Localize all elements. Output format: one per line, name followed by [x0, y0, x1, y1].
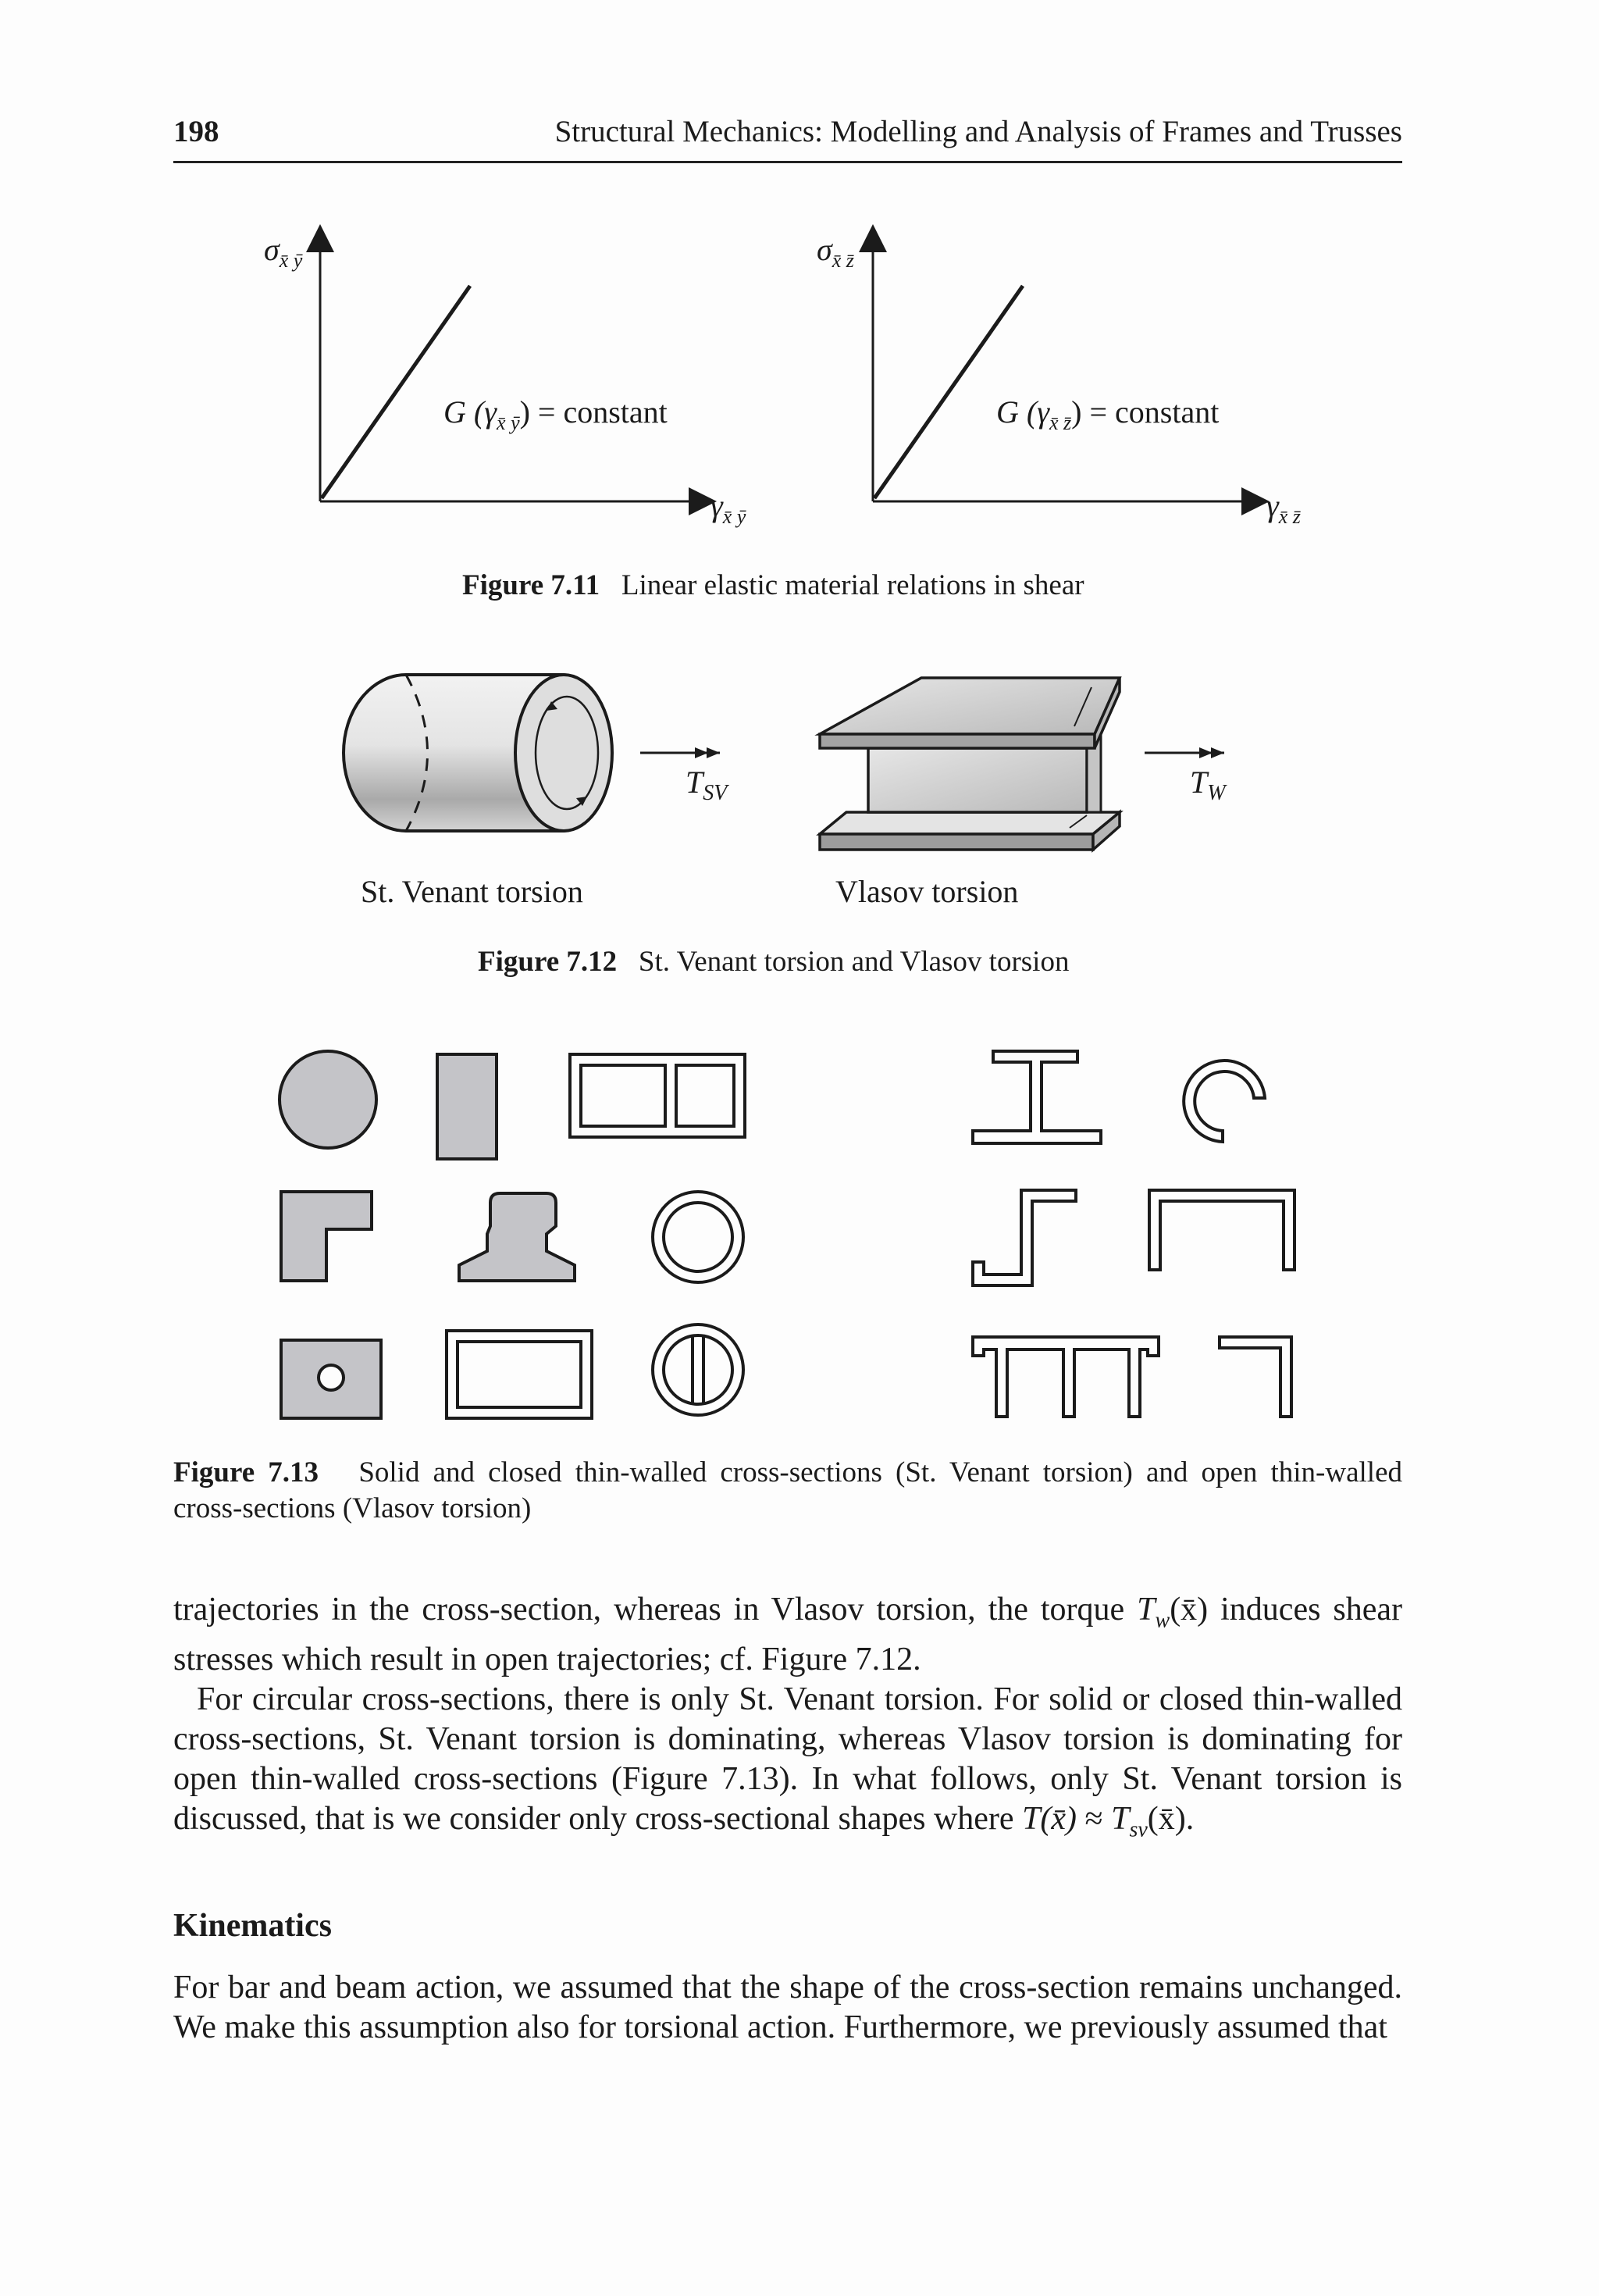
rectangular-tube-section: [447, 1331, 592, 1418]
two-cell-box-section: [570, 1054, 745, 1137]
left-y-axis-label: $\sigma_{x̄ ȳ}$: [264, 232, 303, 272]
body-text: [173, 1590, 1402, 1850]
stress-strain-line: [322, 286, 470, 498]
torque-sv-label: $T_{SV}$: [686, 765, 728, 805]
paragraph-3: For bar and beam action, we assumed that the shape of the cross-section remains unchanged. We make this assumption also for torsional action. Furthermore, we previously assumed that: [173, 1970, 1402, 2045]
paragraph-1: trajectories in the cross-section, whereas in Vlasov torsion, the torque $T_w(x̄)$ induces shear stresses which result in open trajectories; cf. Figure 7.12.: [173, 1592, 1402, 1678]
page-number: 198: [173, 115, 219, 148]
open-sections: [973, 1051, 1295, 1417]
right-relation-label: G $(\gamma_{x̄ z̄})$ = constant: [996, 394, 1220, 434]
solid-square-with-hole-section: [281, 1340, 381, 1418]
torque-w-label: $T_W$: [1190, 765, 1226, 805]
divided-tube-section: [653, 1324, 743, 1415]
torque-arrow-w: [1145, 747, 1224, 758]
closed-sections: [280, 1051, 745, 1418]
figure-7-13-caption-line1: Figure 7.13 Solid and closed thin-walled cross-sections (St. Venant torsion) and open thin-walled: [173, 1456, 1403, 1488]
stress-strain-line: [874, 286, 1023, 498]
angle-section: [1220, 1337, 1291, 1417]
st-venant-label: St. Venant torsion: [361, 874, 583, 909]
paragraph-2: For circular cross-sections, there is only St. Venant torsion. For solid or closed thin-walled cross-sections, St. Venant torsion is dominating, whereas Vlasov torsion is dominating for open thin-walled cross-sections (Figure 7.13). In what follows, only St. Venant torsion is discussed, that is we consider only cross-sectional shapes where T(x̄) ≈ $T_{sv}(x̄)$.: [173, 1681, 1402, 1842]
torque-arrow-sv: [640, 747, 720, 758]
left-relation-label: G $(\gamma_{x̄ ȳ})$ = constant: [443, 394, 668, 434]
cylinder-illustration: [344, 675, 612, 831]
running-title: Structural Mechanics: Modelling and Analysis of Frames and Trusses: [554, 115, 1402, 148]
z-section: [973, 1190, 1076, 1285]
vlasov-label: Vlasov torsion: [835, 874, 1019, 909]
i-beam-illustration: [820, 678, 1120, 850]
figure-7-11-caption: Figure 7.11 Linear elastic material relations in shear: [462, 569, 1084, 601]
open-circular-section: [1184, 1061, 1265, 1142]
channel-section: [1149, 1190, 1295, 1270]
solid-circle-section: [280, 1051, 376, 1148]
shear-plot-xz: [873, 238, 1255, 501]
tube-section: [653, 1192, 743, 1282]
i-section: [973, 1051, 1101, 1143]
left-x-axis-label: $\gamma_{x̄ ȳ}$: [710, 488, 746, 528]
section-heading-kinematics: Kinematics: [173, 1908, 332, 1944]
rail-section: [459, 1193, 575, 1281]
figure-7-12-caption: Figure 7.12 St. Venant torsion and Vlasov torsion: [478, 946, 1070, 978]
shear-plot-xy: [320, 238, 703, 501]
figure-7-13-caption-line2: cross-sections (Vlasov torsion): [173, 1492, 532, 1524]
solid-angle-section: [281, 1192, 372, 1281]
multi-web-section: [973, 1337, 1159, 1417]
right-x-axis-label: $\gamma_{x̄ z̄}$: [1266, 488, 1301, 528]
right-y-axis-label: $\sigma_{x̄ z̄}$: [817, 232, 854, 272]
solid-rectangle-section: [437, 1054, 497, 1159]
